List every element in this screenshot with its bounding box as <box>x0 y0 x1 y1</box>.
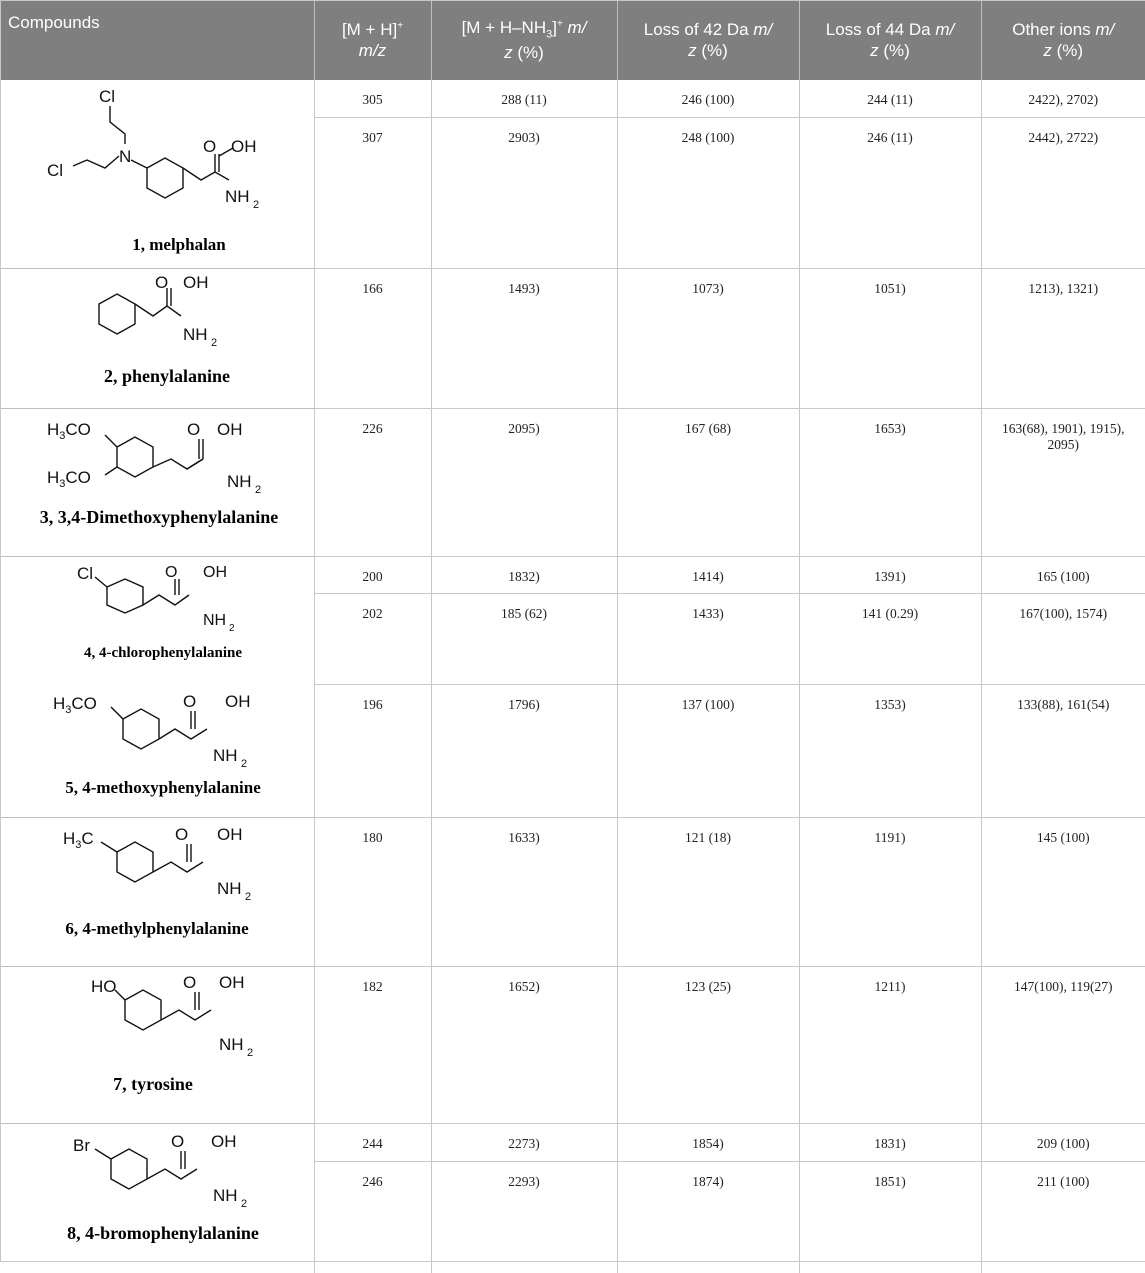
svg-text:H3CO: $H_3CO$ <box>46 467 91 490</box>
svg-text:H3CO: $H_3CO$ <box>52 693 97 716</box>
svg-text:O: O <box>186 419 200 439</box>
table-row <box>0 80 1145 117</box>
cell-mh: 202 <box>314 594 431 685</box>
svg-text:Cl: Cl <box>46 161 63 180</box>
cell-nh3-loss: 1633) <box>431 818 617 967</box>
header-row <box>0 0 1145 80</box>
svg-text:6, 4-methylphenylalanine: 6, 4-methylphenylalanine <box>65 919 249 938</box>
cell-loss-42: 167 (68) <box>617 409 799 557</box>
compound-cell-methylphenylalanine <box>0 818 314 967</box>
cell-nh3-loss: 2095) <box>431 409 617 557</box>
cell-nh3-loss: 1493) <box>431 269 617 409</box>
header-nh3-loss: $[M + H-NH_3]^+$ m/ z (%) <box>431 0 617 80</box>
cell-other-ions: 211 (100) <box>1037 1174 1090 1189</box>
svg-text:OH: OH <box>218 973 245 992</box>
cell-mh: 166 <box>314 269 431 409</box>
svg-text:OH: OH <box>210 1132 237 1152</box>
cell-loss-44: 246 (11) <box>799 117 981 268</box>
svg-text:O: O <box>182 691 196 711</box>
svg-text:NH: NH <box>218 1035 244 1054</box>
svg-text:2, phenylalanine: 2, phenylalanine <box>103 365 230 386</box>
header-other-ions: Other ions m/ z (%) <box>981 0 1145 80</box>
cell-loss-42: 123 (25) <box>617 967 799 1124</box>
cell-other-ions: 2422), 2702) <box>981 80 1145 117</box>
svg-text:OH: OH <box>202 563 227 581</box>
svg-text:2: 2 <box>246 1047 253 1059</box>
table-row <box>0 269 1145 409</box>
cell-nh3-loss: 2903) <box>431 117 617 268</box>
svg-text:2: 2 <box>252 199 259 211</box>
compound-cell-phenylalanine <box>0 269 314 409</box>
svg-text:2: 2 <box>254 483 261 496</box>
svg-text:1, melphalan: 1, melphalan <box>131 235 226 254</box>
svg-text:5, 4-methoxyphenylalanine: 5, 4-methoxyphenylalanine <box>64 777 261 797</box>
svg-text:O: O <box>154 272 168 292</box>
compound-cell-melphalan <box>0 80 314 269</box>
cell-loss-44: 141 (0.29) <box>799 594 981 685</box>
table-row <box>0 818 1145 967</box>
cell-loss-44: 1653) <box>799 409 981 557</box>
compound-cell-tyrosine <box>0 967 314 1124</box>
cell-loss-44: 1051) <box>799 269 981 409</box>
svg-text:H3C: $H_3C$ <box>62 829 94 851</box>
cell-other-ions: 145 (100) <box>981 818 1145 967</box>
header-mh: [M + H]+ m/z <box>314 0 431 80</box>
cell-loss-42: 1854) <box>617 1124 799 1162</box>
cell-other-ions: 165 (100) <box>981 557 1145 594</box>
compound-cell-chlorophenylalanine <box>0 557 314 685</box>
cell-other-ions: 133(88), 161(54) <box>981 685 1145 818</box>
svg-text:NH: NH <box>226 471 252 491</box>
phenylalanine-structure <box>7 270 307 408</box>
cell-mh: 305 <box>314 80 431 117</box>
cell-loss-42: 1414) <box>617 557 799 594</box>
svg-text:NH: NH <box>202 611 226 629</box>
svg-text:Br: Br <box>72 1136 90 1156</box>
cell-nh3-loss: 1832) <box>431 557 617 594</box>
cell-loss-44: 1831) <box>799 1124 981 1162</box>
cell-mh: 182 <box>314 967 431 1124</box>
tyrosine-structure <box>7 970 307 1120</box>
cell-mh: 244 <box>314 1124 431 1162</box>
header-compounds: Compounds <box>0 0 314 80</box>
cell-other-ions: 167(100), 1574) <box>981 594 1145 685</box>
table-row <box>0 409 1145 557</box>
svg-text:O: O <box>182 973 196 992</box>
methoxyphenylalanine-structure <box>7 687 307 815</box>
cell-other-ions: 163(68), 1901), 1915), 2095) <box>981 409 1145 557</box>
svg-text:2: 2 <box>210 336 217 349</box>
svg-text:Cl: Cl <box>98 87 115 106</box>
table-row <box>0 967 1145 1124</box>
cell-nh3-loss: 2273) <box>431 1124 617 1162</box>
cell-mh: 196 <box>314 685 431 818</box>
cell-other-ions: 1213), 1321) <box>981 269 1145 409</box>
svg-text:7, tyrosine: 7, tyrosine <box>112 1074 193 1094</box>
chlorophenylalanine-structure <box>7 559 307 683</box>
table-row <box>0 557 1145 594</box>
cell-other-ions: 147(100), 119(27) <box>981 967 1145 1124</box>
header-loss-42: Loss of 42 Da m/ z (%) <box>617 0 799 80</box>
svg-text:O: O <box>164 563 178 581</box>
cell-mh: 180 <box>314 818 431 967</box>
svg-text:OH: OH <box>230 137 257 156</box>
compound-cell-bromophenylalanine <box>0 1124 314 1273</box>
svg-text:HO: HO <box>90 977 117 996</box>
cell-nh3-loss: 2293) <box>431 1162 617 1273</box>
cell-loss-44: 1191) <box>799 818 981 967</box>
svg-text:NH: NH <box>212 1186 238 1206</box>
svg-text:OH: OH <box>216 419 243 439</box>
svg-text:NH: NH <box>224 187 250 206</box>
svg-text:Cl: Cl <box>76 563 93 583</box>
dimethoxyphenylalanine-structure <box>7 413 307 553</box>
svg-text:2: 2 <box>240 757 247 770</box>
cell-mh: 307 <box>314 117 431 268</box>
methylphenylalanine-structure <box>7 822 307 962</box>
cell-loss-44: 1211) <box>799 967 981 1124</box>
table-row <box>0 685 1145 818</box>
cell-loss-42: 248 (100) <box>617 117 799 268</box>
cell-nh3-loss: 1796) <box>431 685 617 818</box>
cell-nh3-loss: 185 (62) <box>431 594 617 685</box>
compound-cell-dimethoxyphenylalanine <box>0 409 314 557</box>
cell-loss-42: 121 (18) <box>617 818 799 967</box>
svg-text:2: 2 <box>244 891 251 903</box>
cell-loss-42: 1874) <box>617 1162 799 1273</box>
cell-loss-42: 246 (100) <box>617 80 799 117</box>
svg-text:O: O <box>202 137 216 156</box>
svg-text:4, 4-chlorophenylalanine: 4, 4-chlorophenylalanine <box>83 644 242 661</box>
svg-text:N: N <box>118 147 132 166</box>
svg-text:H3CO: $H_3CO$ <box>46 419 91 442</box>
svg-text:NH: NH <box>182 324 208 344</box>
cell-loss-44: 244 (11) <box>799 80 981 117</box>
cell-other-ions: 2442), 2722) <box>981 117 1145 268</box>
cell-mh: 246 <box>314 1162 431 1273</box>
cell-loss-44: 1353) <box>799 685 981 818</box>
cell-loss-42: 1073) <box>617 269 799 409</box>
cell-loss-42: 137 (100) <box>617 685 799 818</box>
header-loss-44: Loss of 44 Da m/ z (%) <box>799 0 981 80</box>
melphalan-structure <box>7 80 307 268</box>
svg-text:2: 2 <box>228 622 235 634</box>
svg-text:OH: OH <box>182 272 209 292</box>
svg-text:NH: NH <box>216 879 242 898</box>
cell-loss-44: 1391) <box>799 557 981 594</box>
cell-nh3-loss: 1652) <box>431 967 617 1124</box>
cell-loss-44: 1851) <box>799 1162 981 1273</box>
svg-text:8, 4-bromophenylalanine: 8, 4-bromophenylalanine <box>66 1223 259 1244</box>
svg-text:OH: OH <box>216 825 243 844</box>
cell-mh: 200 <box>314 557 431 594</box>
cell-mh: 226 <box>314 409 431 557</box>
compound-cell-methoxyphenylalanine <box>0 685 314 818</box>
svg-text:OH: OH <box>224 691 251 711</box>
svg-text:O: O <box>170 1132 184 1152</box>
cell-other-ions: 209 (100) <box>981 1124 1145 1162</box>
cell-nh3-loss: 288 (11) <box>431 80 617 117</box>
table-row <box>0 1124 1145 1162</box>
svg-text:NH: NH <box>212 745 238 765</box>
svg-text:3, 3,4-Dimethoxyphenylalanine: 3, 3,4-Dimethoxyphenylalanine <box>39 506 279 527</box>
bromophenylalanine-structure <box>7 1129 307 1267</box>
svg-text:O: O <box>174 825 188 844</box>
svg-text:2: 2 <box>240 1198 247 1211</box>
cell-loss-42: 1433) <box>617 594 799 685</box>
